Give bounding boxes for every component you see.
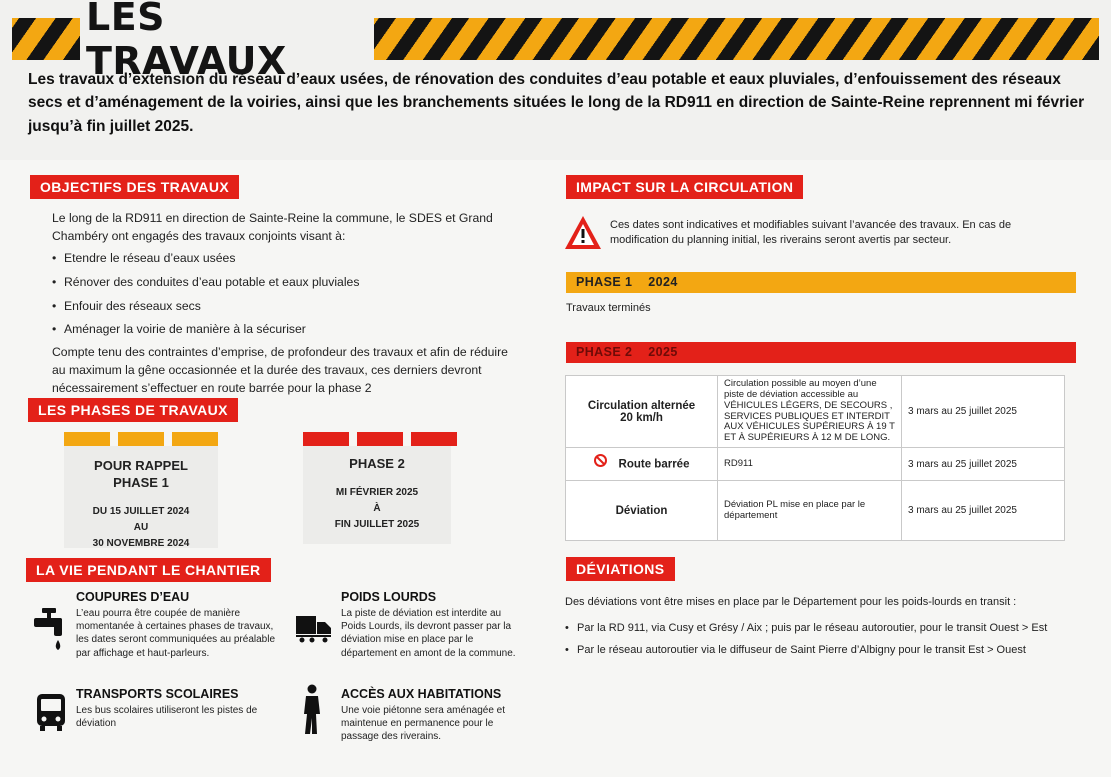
phase1-title: POUR RAPPEL PHASE 1 [94, 458, 188, 490]
impact-heading: IMPACT SUR LA CIRCULATION [566, 175, 803, 199]
objectifs-heading: OBJECTIFS DES TRAVAUX [30, 175, 239, 199]
coupures-eau: COUPURES D’EAU L’eau pourra être coupée de manière momentanée à certaines phases de travaux, les dates seront communiquées au préalable par affichage et haut-parleurs. [76, 590, 276, 659]
deviations-intro: Des déviations vont être mises en place par le Département pour les poids-lourds en transit : [565, 596, 1017, 608]
transports-scolaires: TRANSPORTS SCOLAIRES Les bus scolaires utiliseront les pistes de déviation [76, 687, 258, 730]
table-cell-type: Route barrée [566, 448, 718, 481]
objectifs-outro: Compte tenu des contraintes d’emprise, de profondeur des travaux et afin de réduire au maximum la gêne occasionnée et la durée des travaux, ces derniers devront nécessairement s’effectuer en route barrée pour la phase 2 [52, 345, 508, 395]
title-box [86, 0, 368, 83]
truck-icon [296, 614, 332, 644]
table-cell-dates: 3 mars au 25 juillet 2025 [902, 376, 1065, 448]
table-cell-detail: Déviation PL mise en place par le département [718, 481, 902, 541]
warning-icon [563, 214, 603, 252]
table-cell-detail: Circulation possible au moyen d’une piste de déviation accessible au VÉHICULES LÉGERS, DE SECOURS , SERVICES PUBLIQUES ET INTERDIT AUX VÉHICULES SUPÉRIEURS À 19 T ET À SUPÉRIEURS À 12 M DE LONG. [718, 376, 902, 448]
table-cell-detail: RD911 [718, 448, 902, 481]
phase2-color-bars [303, 432, 457, 446]
phase2-dates: MI FÉVRIER 2025 À FIN JUILLET 2025 [334, 486, 420, 530]
page-title: LES TRAVAUX [86, 0, 287, 83]
list-item: • Enfouir des réseaux secs [52, 295, 512, 319]
deviations-heading: DÉVIATIONS [566, 557, 675, 581]
phase1-card [64, 446, 218, 548]
no-entry-icon [594, 454, 607, 467]
phase1-bar: PHASE 1 2024 [566, 272, 1076, 293]
list-item: • Rénover des conduites d’eau potable et eaux pluviales [52, 271, 512, 295]
table-cell-dates: 3 mars au 25 juillet 2025 [902, 448, 1065, 481]
list-item: • Par le réseau autoroutier via le diffuseur de Saint Pierre d’Albigny pour le transit Est > Ouest [565, 643, 1065, 659]
impact-text: Ces dates sont indicatives et modifiables suivant l’avancée des travaux. En cas de modification du planning initial, les riverains seront avertis par secteur. [610, 219, 1012, 247]
objectifs-body [52, 210, 512, 397]
phase1-color-bars [64, 432, 218, 446]
table-cell-type: Circulation alternée 20 km/h [566, 376, 718, 448]
deviations-list [565, 621, 1065, 659]
table-row [566, 448, 1065, 481]
phase2-bar: PHASE 2 2025 [566, 342, 1076, 363]
acces-habitations: ACCÈS AUX HABITATIONS Une voie piétonne sera aménagée et maintenue en permanence pour le passage des riverains. [341, 687, 506, 743]
phase2-title: PHASE 2 [349, 456, 405, 471]
pedestrian-icon [300, 684, 324, 736]
intro-paragraph: Les travaux d’extension du réseau d’eaux usées, de rénovation des conduites d’eau potable et eaux pluviales, d’enfouissement des réseaux secs et d’aménagement de la voiries, ainsi que les branchements situées le long de la RD911 en direction de Sainte-Reine reprennent mi février jusqu’à fin juillet 2025. [28, 71, 1085, 135]
phases-heading: LES PHASES DE TRAVAUX [28, 398, 238, 422]
table-row [566, 376, 1065, 448]
deviations-body [565, 595, 1065, 665]
phase1-status: Travaux terminés [566, 302, 651, 314]
table-cell-dates: 3 mars au 25 juillet 2025 [902, 481, 1065, 541]
table-row [566, 481, 1065, 541]
phase2-card [303, 446, 451, 544]
list-item: • Par la RD 911, via Cusy et Grésy / Aix ; puis par le réseau autoroutier, pour le transit Ouest > Est [565, 621, 1065, 637]
table-cell-type: Déviation [566, 481, 718, 541]
hazard-stripes-left [12, 18, 80, 60]
phase1-dates: DU 15 JUILLET 2024 AU 30 NOVEMBRE 2024 [92, 505, 190, 549]
objectifs-intro: Le long de la RD911 en direction de Sainte-Reine la commune, le SDES et Grand Chambéry ont engagés des travaux conjoints visant à: [52, 211, 493, 243]
vie-heading: LA VIE PENDANT LE CHANTIER [26, 558, 271, 582]
hazard-stripes-right [374, 18, 1099, 60]
list-item: • Etendre le réseau d’eaux usées [52, 247, 512, 271]
poids-lourds: POIDS LOURDS La piste de déviation est interdite au Poids Lourds, ils devront passer par la déviation mise en place par le département en amont de la commune. [341, 590, 516, 659]
objectifs-list [52, 247, 512, 342]
water-tap-icon [32, 606, 66, 652]
list-item: • Aménager la voirie de manière à la sécuriser [52, 318, 512, 342]
bus-icon [36, 692, 66, 732]
circulation-table [565, 375, 1065, 541]
